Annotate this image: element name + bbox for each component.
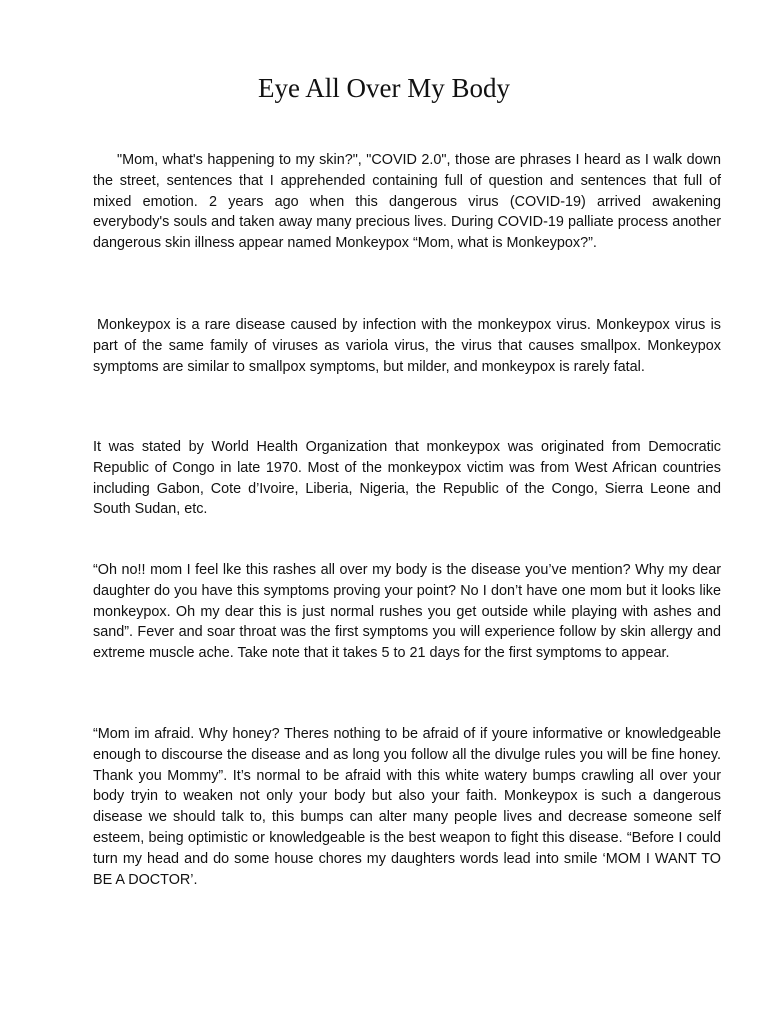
paragraph-origin: It was stated by World Health Organization that monkeypox was originated from Democratic Republic of Congo in late 1970. Most of the monkeypox victim was from West African countries including Gabon, Cote d’Ivoire, Liberia, Nigeria, the Republic of the Congo, Sierra Leone and South Sudan, etc.: [93, 439, 721, 518]
paragraph-definition: Monkeypox is a rare disease caused by infection with the monkeypox virus. Monkeypox virus is part of the same family of viruses as variola virus, the virus that causes smallpox. Monkeypox symptoms are similar to smallpox symptoms, but milder, and monkeypox is rarely fatal.: [93, 317, 721, 375]
paragraph-intro: "Mom, what's happening to my skin?", "COVID 2.0", those are phrases I heard as I walk down the street, sentences that I apprehended containing full of question and sentences that full of mixed emotion. 2 years ago when this dangerous virus (COVID-19) arrived awakening everybody's souls and taken away many precious lives. During COVID-19 palliate process another dangerous skin illness appear named Monkeypox “Mom, what is Monkeypox?”.: [93, 152, 721, 252]
paragraph-dialogue-symptoms: “Oh no!! mom I feel lke this rashes all over my body is the disease you’ve mention? Why my dear daughter do you have this symptoms proving your point? No I don’t have one mom but it looks like monkeypox. Oh my dear this is just normal rushes you get outside while playing with ashes and sand”. Fever and soar throat was the first symptoms you will experience follow by skin allergy and extreme muscle ache. Take note that it takes 5 to 21 days for the first symptoms to appear.: [93, 562, 721, 662]
paragraph-conclusion: “Mom im afraid. Why honey? Theres nothing to be afraid of if youre informative or knowledgeable enough to discourse the disease and as long you follow all the divulge rules you will be fine honey. Thank you Mommy”. It’s normal to be afraid with this white watery bumps crawling all over your body tryin to weaken not only your body but also your faith. Monkeypox is such a dangerous disease we should talk to, this bumps can alter many people lives and decrease someone self esteem, being optimistic or knowledgeable is the best weapon to fight this disease. “Before I could turn my head and do some house chores my daughters words lead into smile ‘MOM I WANT TO BE A DOCTOR’.: [93, 726, 721, 888]
document-title: Eye All Over My Body: [258, 73, 510, 103]
